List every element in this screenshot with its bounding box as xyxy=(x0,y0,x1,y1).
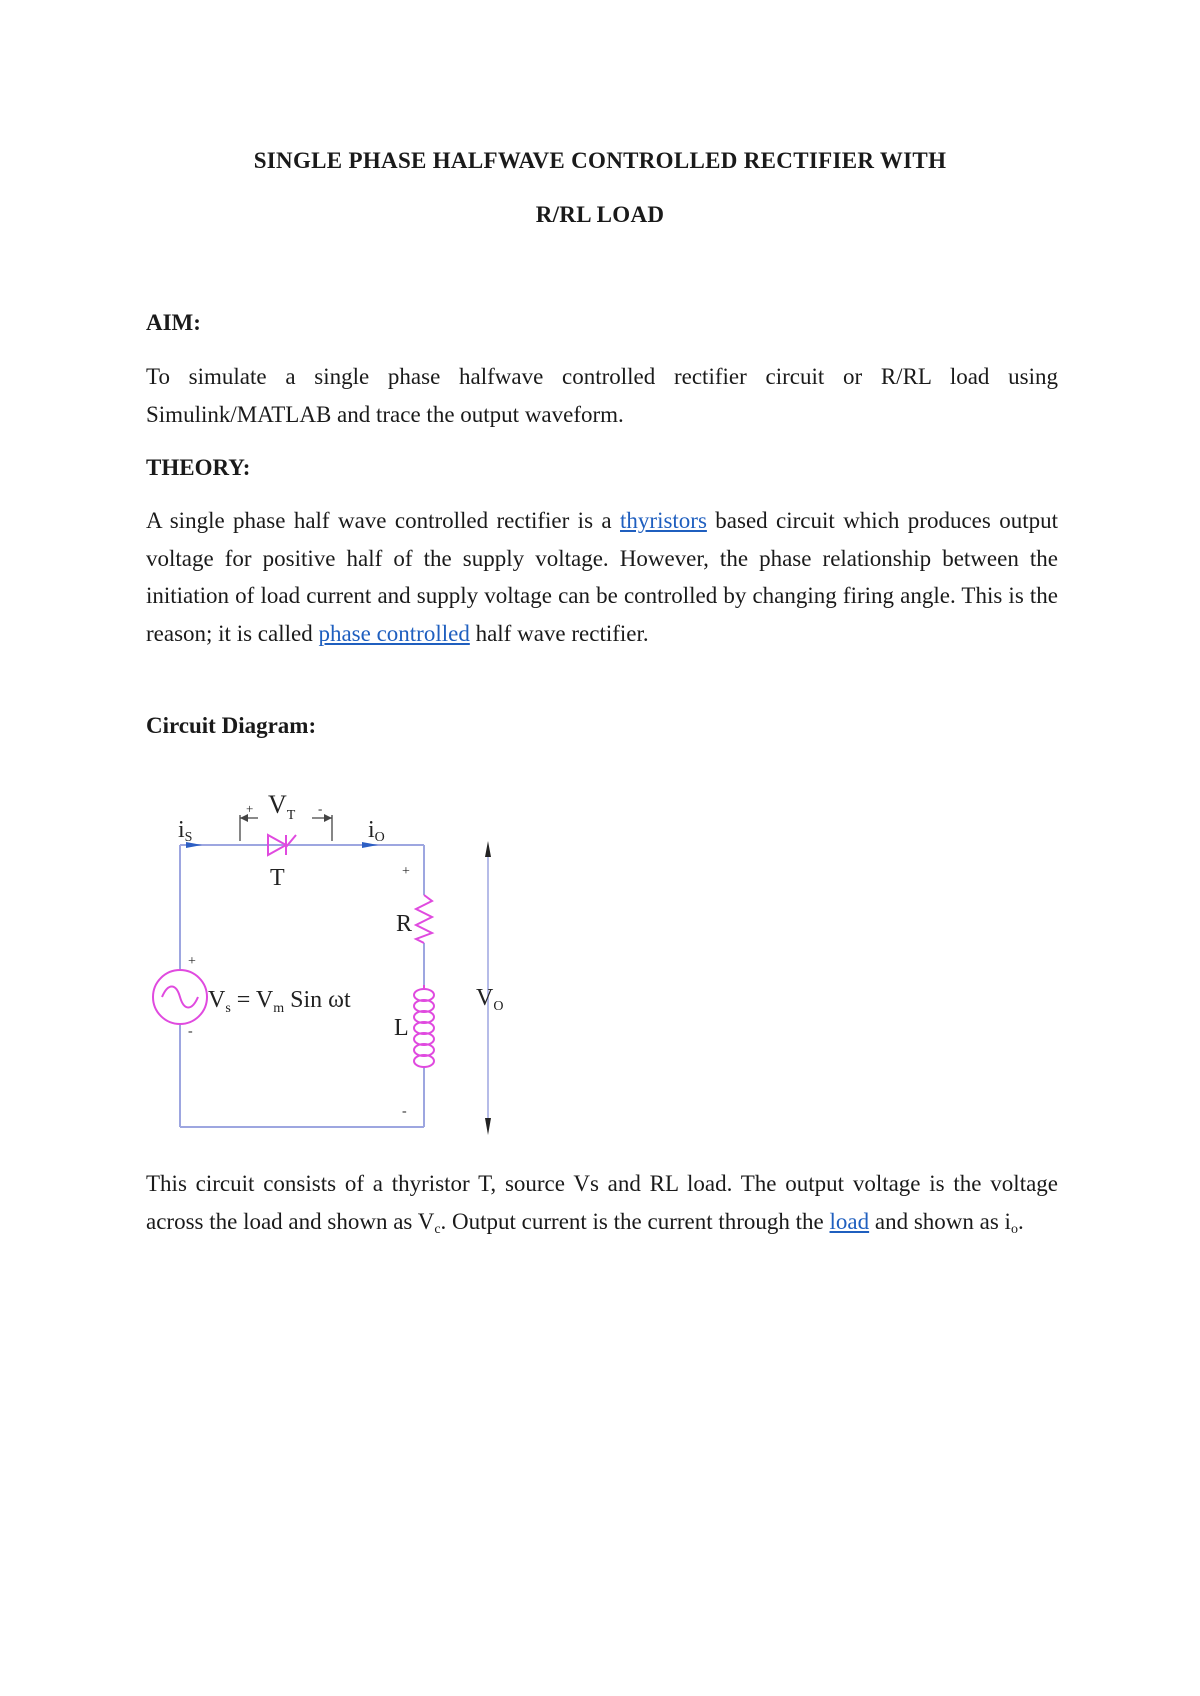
theory-paragraph xyxy=(146,502,1058,652)
description-text-2: . Output current is the current through the xyxy=(440,1208,830,1234)
sine-wave-icon xyxy=(162,987,198,1008)
io-label: iO xyxy=(368,817,385,845)
inductor-label: L xyxy=(394,1015,409,1041)
phase-controlled-link[interactable]: phase controlled xyxy=(318,620,470,646)
vt-label: $V_T$ xyxy=(268,790,296,823)
source-plus: + xyxy=(188,954,196,969)
vt-minus: - xyxy=(318,801,323,816)
aim-paragraph: To simulate a single phase halfwave controlled rectifier circuit or R/RL load using Simulink/MATLAB and trace the output waveform. xyxy=(146,364,1058,427)
document-title-line2: R/RL LOAD xyxy=(535,202,665,227)
vo-arrow-bottom xyxy=(485,1118,491,1135)
is-label: iS xyxy=(178,817,193,845)
load-link[interactable]: load xyxy=(829,1208,870,1234)
vc-subscript: c xyxy=(434,1221,441,1237)
description-text-4: . xyxy=(1017,1208,1024,1234)
load-plus: + xyxy=(402,864,410,879)
source-minus: - xyxy=(188,1024,193,1039)
theory-text-2: based circuit which produces output voltage for positive half of the supply voltage. However, the phase relationship between the initiation of load current and supply voltage can be controlled by changing firing angle. This is the reason; it is called xyxy=(146,508,1058,646)
description-paragraph xyxy=(146,1165,1058,1248)
circuit-diagram-heading: Circuit Diagram: xyxy=(146,713,317,738)
source-equation: $V_s = V_m$ Sin ωt xyxy=(208,987,351,1016)
inductor-symbol xyxy=(414,985,434,1067)
vo-arrow-top xyxy=(485,841,491,857)
circuit-diagram xyxy=(140,775,520,1145)
vt-arrowhead-right xyxy=(324,814,332,822)
resistor-symbol xyxy=(416,895,432,943)
aim-heading: AIM: xyxy=(146,310,201,335)
theory-text-3: half wave rectifier. xyxy=(469,620,649,646)
description-text-1: This circuit consists of a thyristor T, source Vs and RL load. The output voltage is the voltage across the load and shown as V xyxy=(146,1171,1058,1234)
thyristor-label: T xyxy=(270,865,285,891)
theory-heading: THEORY: xyxy=(146,455,251,480)
description-text-3: and shown as i xyxy=(869,1208,1011,1234)
io-subscript: o xyxy=(1010,1221,1018,1237)
theory-text-1: A single phase half wave controlled rectifier is a xyxy=(146,508,621,533)
thyristors-link[interactable]: thyristors xyxy=(620,508,707,533)
vo-label: $V_O$ xyxy=(476,985,504,1014)
resistor-label: R xyxy=(396,911,413,937)
document-title-line1: SINGLE PHASE HALFWAVE CONTROLLED RECTIFIER WITH xyxy=(253,148,947,173)
load-minus: - xyxy=(402,1104,407,1119)
vt-plus: + xyxy=(246,801,254,816)
